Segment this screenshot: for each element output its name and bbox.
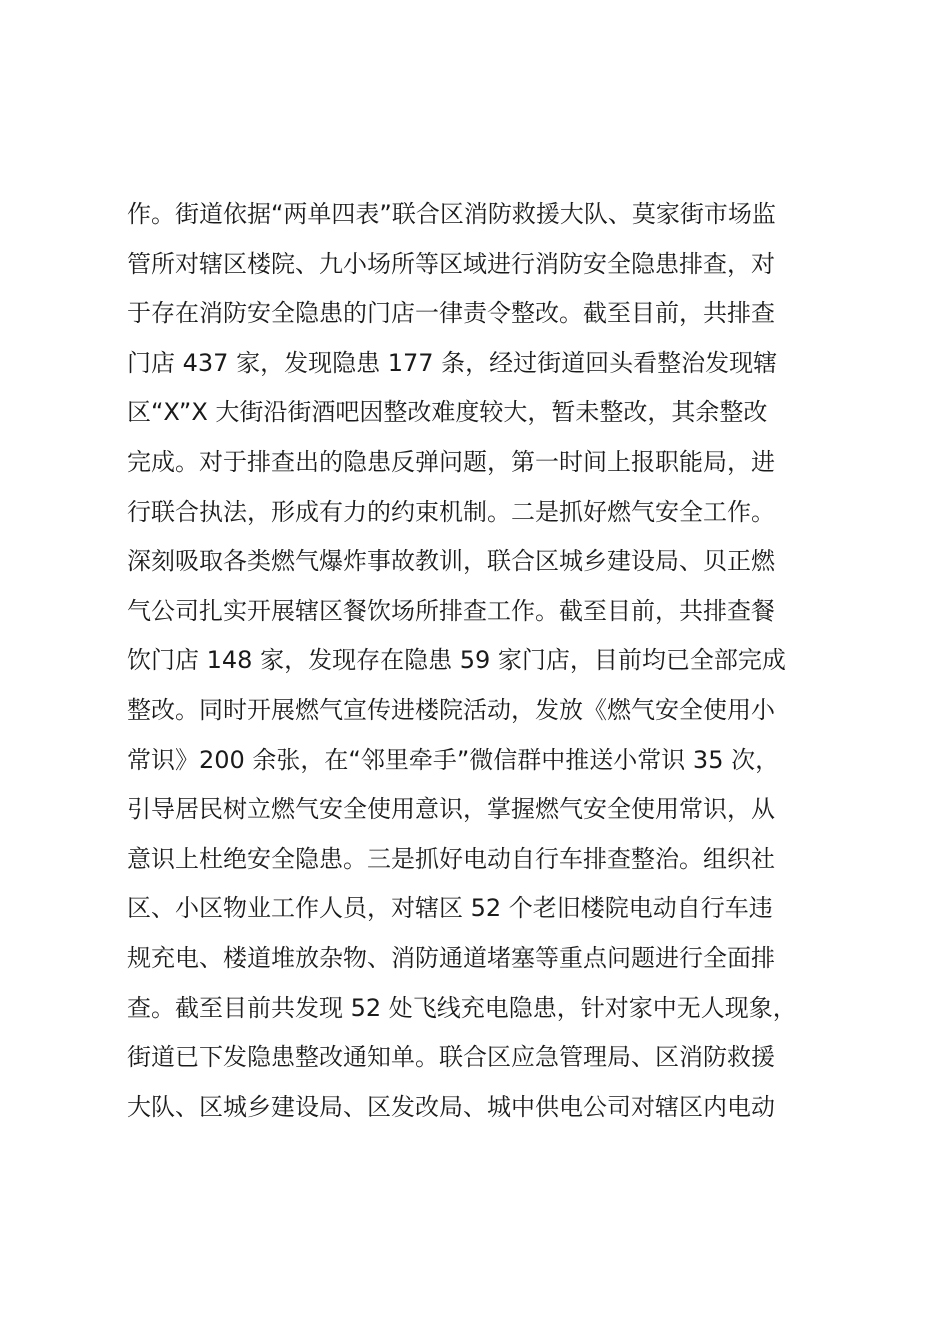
text-line-10: 饮门店 148 家，发现存在隐患 59 家门店，目前均已全部完成 [127, 646, 786, 675]
text-line-7: 行联合执法，形成有力的约束机制。二是抓好燃气安全工作。 [127, 497, 775, 526]
body-paragraph [127, 190, 847, 1132]
text-line-19: 大队、区城乡建设局、区发改局、城中供电公司对辖区内电动 [127, 1092, 775, 1121]
text-line-18: 街道已下发隐患整改通知单。联合区应急管理局、区消防救援 [127, 1043, 775, 1072]
text-line-9: 气公司扎实开展辖区餐饮场所排查工作。截至目前，共排查餐 [127, 596, 775, 625]
text-line-1: 作。街道依据“两单四表”联合区消防救援大队、莫家街市场监 [127, 200, 776, 228]
text-line-12: 常识》200 余张，在“邻里牵手”微信群中推送小常识 35 次， [127, 745, 780, 774]
text-line-11: 整改。同时开展燃气宣传进楼院活动，发放《燃气安全使用小 [127, 695, 775, 724]
text-line-6: 完成。对于排查出的隐患反弹问题，第一时间上报职能局，进 [127, 447, 775, 476]
text-line-16: 规充电、楼道堆放杂物、消防通道堵塞等重点问题进行全面排 [127, 943, 775, 972]
text-line-4: 门店 437 家，发现隐患 177 条，经过街道回头看整治发现辖 [127, 348, 778, 377]
text-line-5: 区“X”X 大街沿街酒吧因整改难度较大，暂未整改，其余整改 [127, 398, 768, 427]
text-line-17: 查。截至目前共发现 52 处飞线充电隐患，针对家中无人现象， [127, 993, 797, 1022]
text-line-13: 引导居民树立燃气安全使用意识，掌握燃气安全使用常识，从 [127, 795, 775, 824]
text-line-8: 深刻吸取各类燃气爆炸事故教训，联合区城乡建设局、贝正燃 [127, 547, 775, 576]
text-line-14: 意识上杜绝安全隐患。三是抓好电动自行车排查整治。组织社 [127, 844, 775, 873]
text-line-3: 于存在消防安全隐患的门店一律责令整改。截至目前，共排查 [127, 299, 775, 328]
text-line-2: 管所对辖区楼院、九小场所等区域进行消防安全隐患排查，对 [127, 249, 775, 278]
text-line-15: 区、小区物业工作人员，对辖区 52 个老旧楼院电动自行车违 [127, 894, 773, 923]
